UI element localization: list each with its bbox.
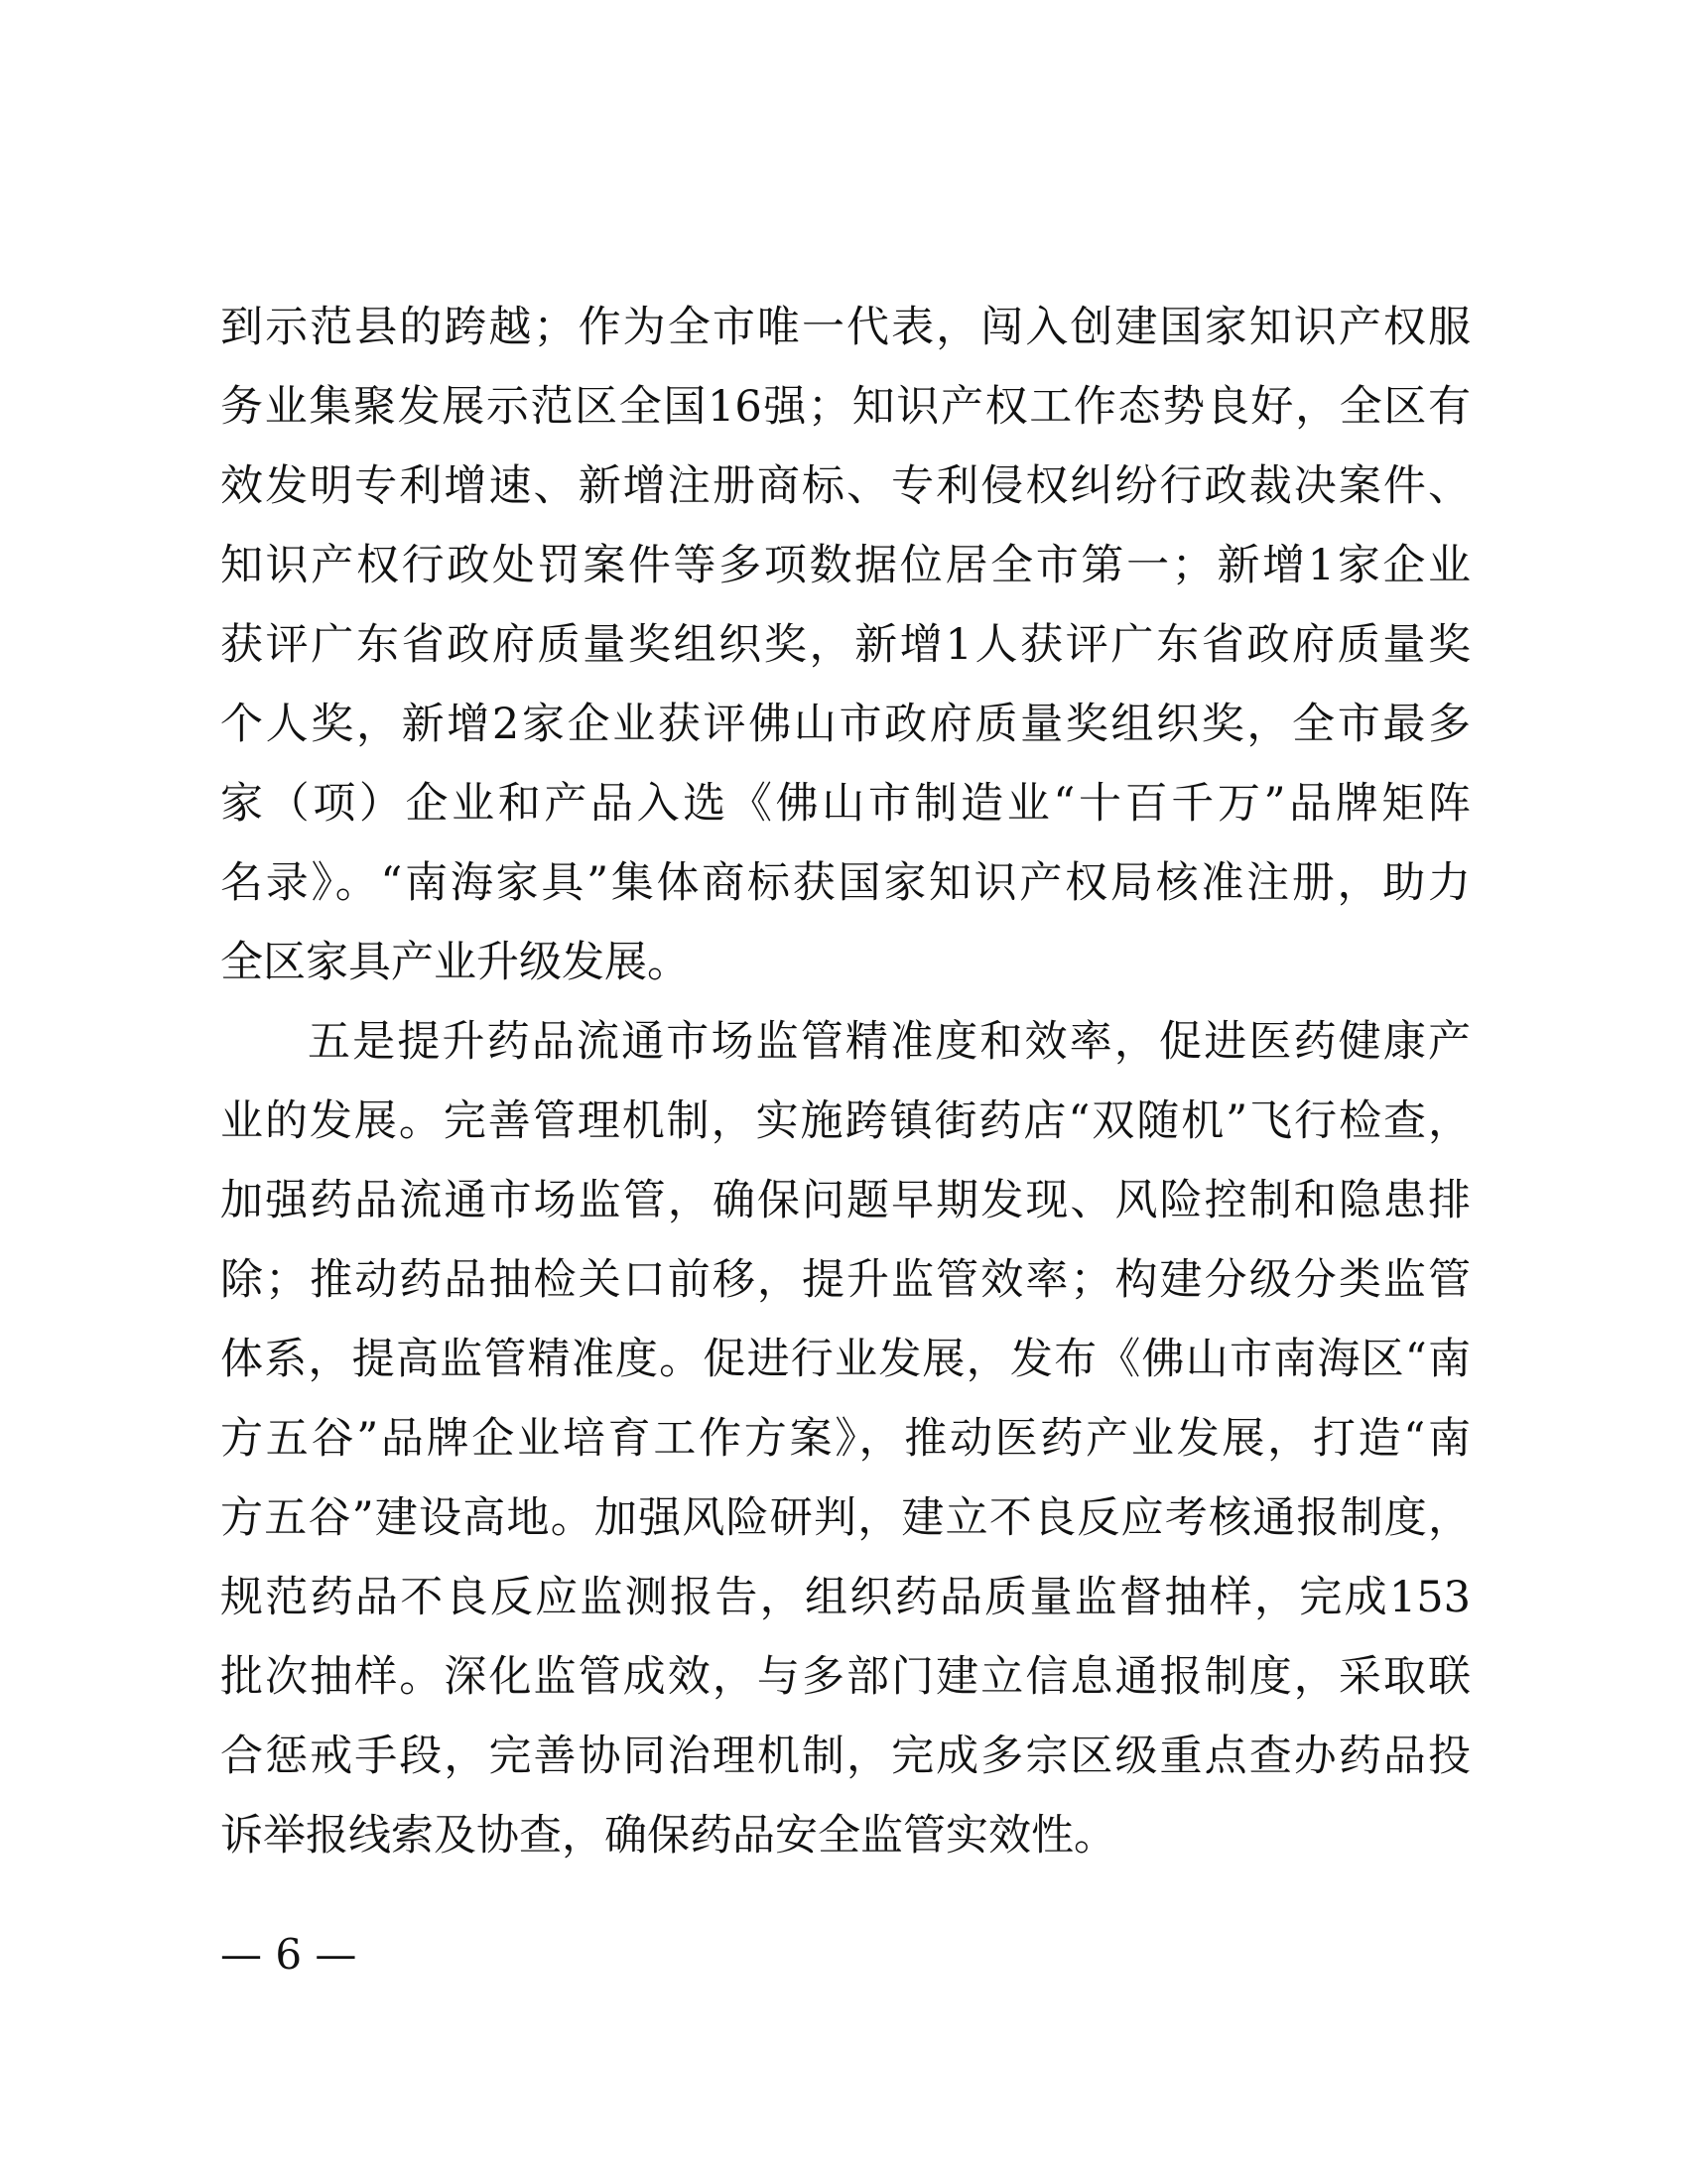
text-line: 效发明专利增速、新增注册商标、专利侵权纠纷行政裁决案件、 bbox=[220, 461, 1471, 511]
text-line: 个人奖，新增2家企业获评佛山市政府质量奖组织奖，全市最多 bbox=[220, 700, 1471, 749]
text-line: 业的发展。完善管理机制，实施跨镇街药店“双随机”飞行检查， bbox=[220, 1096, 1471, 1146]
text-line: 诉举报线索及协查，确保药品安全监管实效性。 bbox=[220, 1811, 1116, 1861]
text-line: 全区家具产业升级发展。 bbox=[220, 938, 690, 987]
text-line: 批次抽样。深化监管成效，与多部门建立信息通报制度，采取联 bbox=[220, 1652, 1471, 1702]
text-line: 方五谷”品牌企业培育工作方案》，推动医药产业发展，打造“南 bbox=[220, 1414, 1471, 1464]
text-line: 务业集聚发展示范区全国16强；知识产权工作态势良好，全区有 bbox=[220, 382, 1471, 432]
text-line: 五是提升药品流通市场监管精准度和效率，促进医药健康产 bbox=[308, 1017, 1471, 1067]
text-line: 加强药品流通市场监管，确保问题早期发现、风险控制和隐患排 bbox=[220, 1176, 1471, 1225]
text-line: 家（项）企业和产品入选《佛山市制造业“十百千万”品牌矩阵 bbox=[220, 779, 1471, 829]
text-line: 方五谷”建设高地。加强风险研判，建立不良反应考核通报制度， bbox=[220, 1493, 1471, 1543]
text-line: 规范药品不良反应监测报告，组织药品质量监督抽样，完成153 bbox=[220, 1573, 1471, 1622]
text-line: 获评广东省政府质量奖组织奖，新增1人获评广东省政府质量奖 bbox=[220, 620, 1471, 670]
page-number: — 6 — bbox=[220, 1930, 357, 1979]
text-line: 知识产权行政处罚案件等多项数据位居全市第一；新增1家企业 bbox=[220, 541, 1471, 590]
text-line: 合惩戒手段，完善协同治理机制，完成多宗区级重点查办药品投 bbox=[220, 1732, 1471, 1781]
text-line: 体系，提高监管精准度。促进行业发展，发布《佛山市南海区“南 bbox=[220, 1335, 1471, 1384]
text-line: 除；推动药品抽检关口前移，提升监管效率；构建分级分类监管 bbox=[220, 1255, 1471, 1305]
text-line: 到示范县的跨越；作为全市唯一代表，闯入创建国家知识产权服 bbox=[220, 303, 1471, 352]
text-line: 名录》。“南海家具”集体商标获国家知识产权局核准注册，助力 bbox=[220, 858, 1471, 908]
